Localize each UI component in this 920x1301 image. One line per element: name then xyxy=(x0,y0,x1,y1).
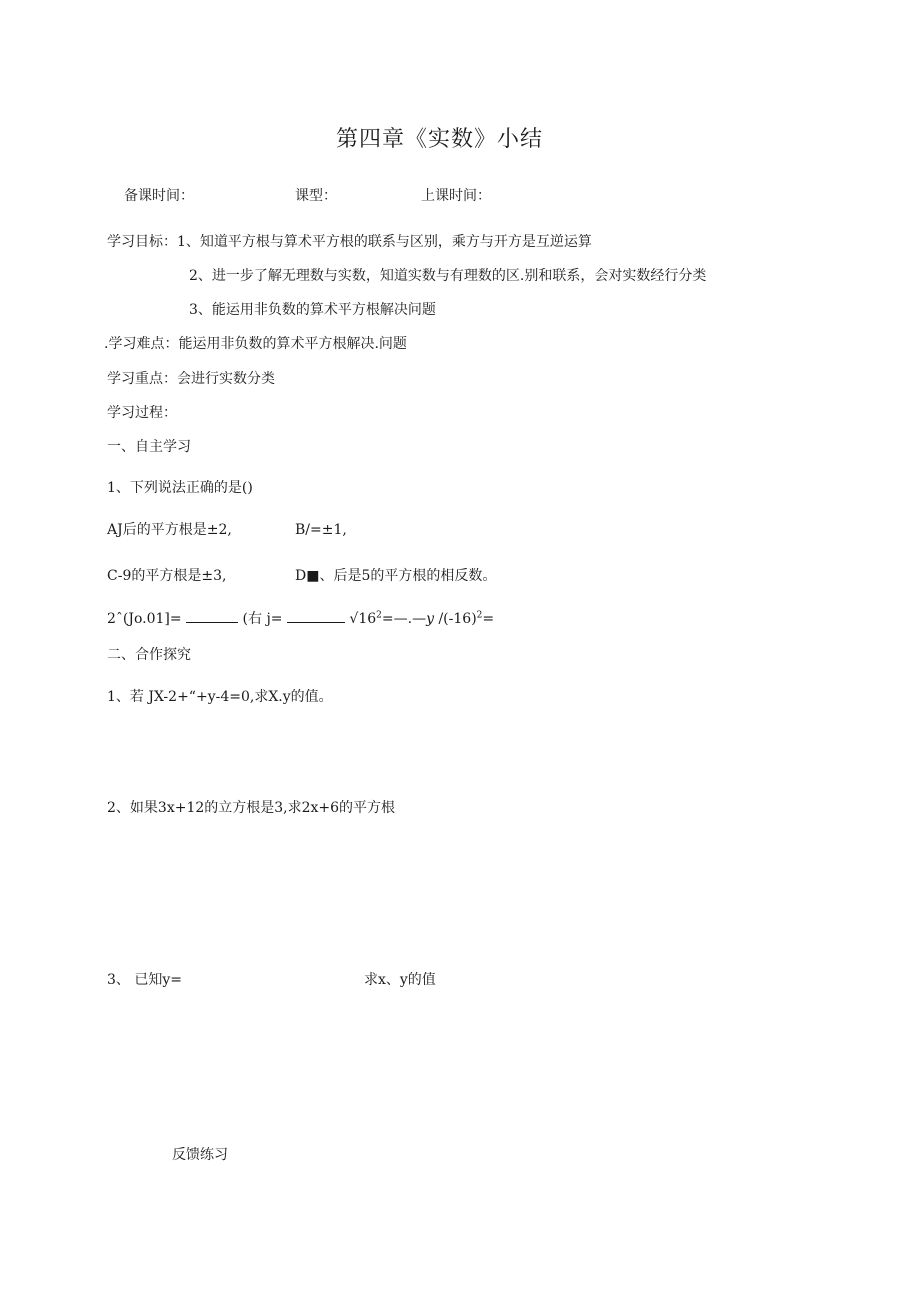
page-title: 第四章《实数》小结 xyxy=(336,127,544,152)
class-time-label: 上课时间： xyxy=(421,188,491,204)
q2-part-7: = xyxy=(482,611,495,627)
lesson-type-label: 课型： xyxy=(295,188,337,204)
q2-part-2: (右 j= xyxy=(242,611,283,627)
q2-superscript-1: 2 xyxy=(376,610,382,621)
option-b: B/=±1, xyxy=(295,522,347,538)
q2-superscript-2: 2 xyxy=(476,610,483,621)
learning-key-point: 学习重点：会进行实数分类 xyxy=(107,371,275,387)
option-c: C-9的平方根是±3, xyxy=(107,568,227,584)
section-cooperative-heading: 二、合作探究 xyxy=(107,647,191,663)
prep-time-label: 备课时间： xyxy=(124,188,194,204)
learning-difficulty: .学习难点：能运用非负数的算术平方根解决.问题 xyxy=(104,336,407,352)
q2-part-1: 2ˆ(Jo.01]= xyxy=(107,611,182,627)
learning-process-label: 学习过程： xyxy=(107,405,177,421)
explore-question-3-left: 3、 已知y= xyxy=(107,972,182,988)
learning-goal-1: 学习目标：1、知道平方根与算术平方根的联系与区别，乘方与开方是互逆运算 xyxy=(107,234,592,250)
feedback-practice-heading: 反馈练习 xyxy=(172,1147,228,1163)
question-2-line xyxy=(107,609,494,628)
learning-goal-2: 2、进一步了解无理数与实数，知道实数与有理数的区.别和联系，会对实数经行分类 xyxy=(189,268,707,284)
learning-goal-3: 3、能运用非负数的算术平方根解决问题 xyxy=(189,302,436,318)
explore-question-3-right: 求x、y的值 xyxy=(364,972,436,988)
explore-question-1: 1、若 JX-2+“+y-4=0,求X.y的值。 xyxy=(107,689,333,705)
option-d: D■、后是5的平方根的相反数。 xyxy=(295,568,497,584)
q2-part-3: √16 xyxy=(349,611,377,627)
section-self-study-heading: 一、自主学习 xyxy=(107,439,191,455)
question-1: 1、下列说法正确的是() xyxy=(107,480,253,496)
q2-part-4: =—.— xyxy=(381,611,427,627)
q2-part-5: y xyxy=(426,611,435,627)
option-a: AJ后的平方根是±2, xyxy=(107,522,232,538)
explore-question-2: 2、如果3x+12的立方根是3,求2x+6的平方根 xyxy=(107,800,396,816)
q2-part-6: /(-16) xyxy=(438,611,477,627)
answer-blank-1 xyxy=(186,609,238,623)
answer-blank-2 xyxy=(287,609,345,623)
